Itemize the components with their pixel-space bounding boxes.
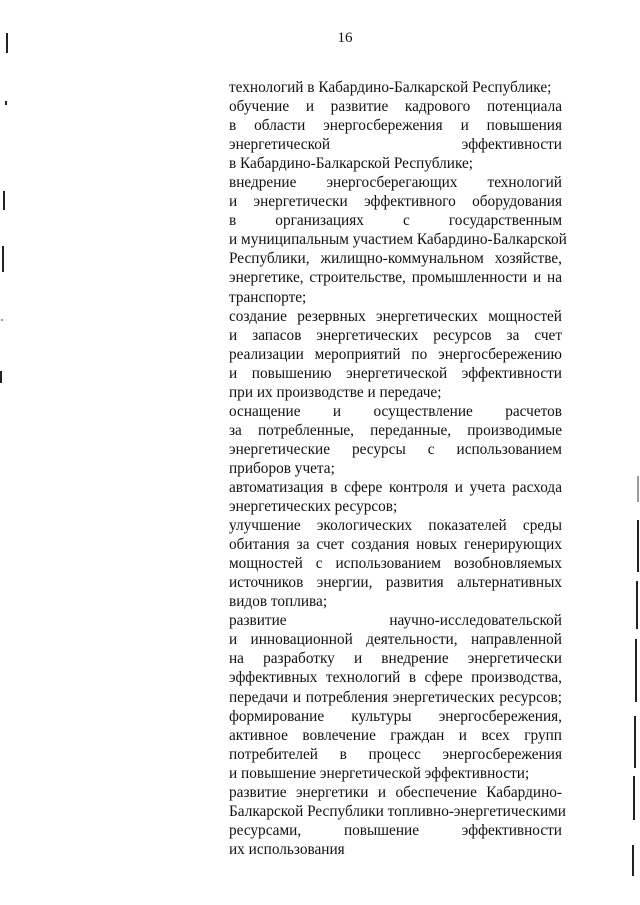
text-line: за потребленные, переданные, производимые — [229, 421, 562, 439]
scan-edge-mark-left — [0, 371, 2, 383]
text-line: реализации мероприятий по энергосбережению — [229, 345, 562, 363]
text-line: развитие научно-исследовательской — [229, 612, 562, 630]
text-line: и энергетически эффективного оборудования — [229, 193, 562, 211]
scan-edge-mark-right — [632, 845, 634, 876]
text-line: технологий в Кабардино-Балкарской Республике; — [229, 79, 552, 96]
text-line: источников энергии, развития альтернативных — [229, 574, 562, 592]
text-line: и запасов энергетических ресурсов за счет — [229, 326, 562, 344]
text-line: активное вовлечение граждан и всех групп — [229, 726, 562, 744]
text-line: на разработку и внедрение энергетически — [229, 650, 562, 668]
text-line: их использования — [229, 840, 345, 858]
text-line: Балкарской Республики топливно-энергетическими — [229, 802, 566, 820]
text-line: энергетических ресурсов; — [229, 498, 398, 516]
text-line: и инновационной деятельности, направленной — [229, 631, 562, 649]
text-line: автоматизация в сфере контроля и учета расхода — [229, 478, 562, 496]
text-line: развитие энергетики и обеспечение Кабардино- — [229, 783, 562, 801]
text-line: энергетические ресурсы с использованием — [229, 440, 562, 458]
scan-edge-mark-right — [637, 476, 639, 502]
text-line: приборов учета; — [229, 459, 335, 477]
scan-edge-mark-right — [637, 520, 639, 572]
scan-edge-mark-left — [6, 33, 8, 53]
text-line: энергетической эффективности — [229, 136, 562, 154]
scan-edge-mark-left — [3, 191, 5, 210]
text-line: в Кабардино-Балкарской Республике; — [229, 155, 474, 173]
text-line: энергетике, строительстве, промышленности и на — [229, 269, 562, 287]
text-line: формирование культуры энергосбережения, — [229, 707, 562, 725]
scan-edge-mark-left — [1, 319, 3, 321]
text-line: в области энергосбережения и повышения — [229, 117, 562, 135]
scan-edge-mark-right — [633, 776, 635, 820]
text-line: Республики, жилищно-коммунальном хозяйстве, — [229, 250, 562, 268]
body-text — [229, 78, 567, 859]
scan-edge-mark-right — [634, 716, 636, 768]
scan-edge-mark-left — [5, 101, 7, 105]
text-line: ресурсами, повышение эффективности — [229, 821, 562, 839]
text-line: транспорте; — [229, 288, 307, 306]
text-line: создание резервных энергетических мощностей — [229, 307, 562, 325]
text-line: обитания за счет создания новых генерирующих — [229, 536, 562, 554]
text-line: улучшение экологических показателей среды — [229, 517, 562, 535]
text-line: оснащение и осуществление расчетов — [229, 402, 562, 420]
text-line: видов топлива; — [229, 593, 328, 611]
text-line: обучение и развитие кадрового потенциала — [229, 98, 562, 116]
text-line: и повышению энергетической эффективности — [229, 364, 562, 382]
text-line: и повышение энергетической эффективности; — [229, 764, 530, 782]
text-line: эффективных технологий в сфере производства, — [229, 669, 562, 687]
scan-edge-mark-right — [636, 581, 638, 629]
text-line: потребителей в процесс энергосбережения — [229, 745, 562, 763]
text-line: мощностей с использованием возобновляемых — [229, 555, 562, 573]
text-line: при их производстве и передаче; — [229, 383, 442, 401]
text-line: передачи и потребления энергетических ресурсов; — [229, 688, 562, 706]
text-line: внедрение энергосберегающих технологий — [229, 174, 562, 192]
text-line: в организациях с государственным — [229, 212, 562, 230]
text-line: и муниципальным участием Кабардино-Балкарской — [229, 231, 567, 249]
scan-edge-mark-right — [635, 639, 637, 702]
page-number: 16 — [337, 30, 353, 46]
scan-edge-mark-left — [2, 246, 4, 272]
